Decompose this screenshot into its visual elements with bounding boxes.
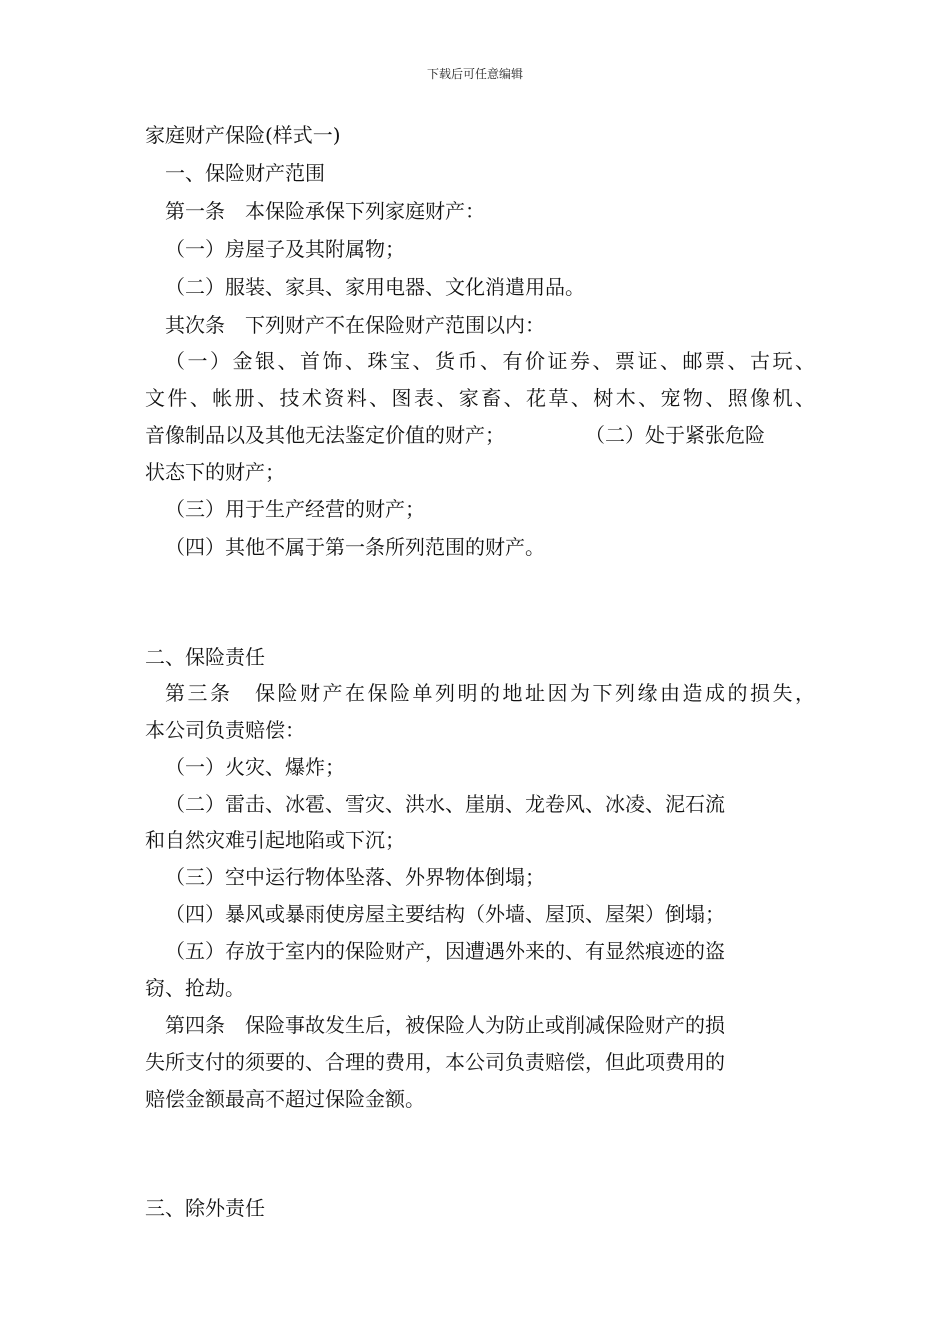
article-3-item-3: （三）空中运行物体坠落、外界物体倒塌；: [165, 865, 545, 889]
article-3-line-2: 本公司负责赔偿：: [145, 718, 305, 742]
article-2-item-1-line-1: （一）金银、首饰、珠宝、货币、有价证券、票证、邮票、古玩、: [165, 349, 815, 373]
article-2-item-1-line-2: 文件、帐册、技术资料、图表、家畜、花草、树木、宠物、照像机、: [145, 386, 815, 410]
article-4-line-2: 失所支付的须要的、合理的费用，本公司负责赔偿，但此项费用的: [145, 1050, 725, 1074]
article-1-item-2: （二）服装、家具、家用电器、文化消遣用品。: [165, 275, 585, 299]
article-2-item-1-line-3: [145, 421, 815, 449]
article-3-item-5-line-1: （五）存放于室内的保险财产，因遭遇外来的、有显然痕迹的盗: [165, 939, 725, 963]
section-heading: 二、保险责任: [145, 645, 265, 669]
article-4-line-1: 第四条 保险事故发生后，被保险人为防止或削减保险财产的损: [165, 1013, 725, 1037]
article-2-item-2-start: （二）处于紧张危险: [585, 423, 765, 447]
article-1: 第一条 本保险承保下列家庭财产：: [165, 199, 485, 223]
article-3-item-2-line-1: （二）雷击、冰雹、雪灾、洪水、崖崩、龙卷风、冰凌、泥石流: [165, 792, 725, 816]
article-2-item-2-line-2: 状态下的财产；: [145, 460, 285, 484]
section-heading: 三、除外责任: [145, 1196, 265, 1220]
article-2-item-3: （三）用于生产经营的财产；: [165, 497, 425, 521]
article-4-line-3: 赔偿金额最高不超过保险金额。: [145, 1087, 425, 1111]
section-heading: 一、保险财产范围: [165, 161, 325, 185]
document-title: 家庭财产保险(样式一): [145, 123, 341, 147]
article-2-item-4: （四）其他不属于第一条所列范围的财产。: [165, 535, 545, 559]
article-3-item-4: （四）暴风或暴雨使房屋主要结构（外墙、屋顶、屋架）倒塌；: [165, 902, 725, 926]
article-3-item-1: （一）火灾、爆炸；: [165, 755, 345, 779]
article-2: 其次条 下列财产不在保险财产范围以内：: [165, 313, 545, 337]
article-2-item-1-end: 音像制品以及其他无法鉴定价值的财产；: [145, 423, 505, 447]
article-3-item-5-line-2: 窃、抢劫。: [145, 976, 245, 1000]
article-3-item-2-line-2: 和自然灾难引起地陷或下沉；: [145, 828, 405, 852]
page-header-note: 下载后可任意编辑: [426, 67, 523, 81]
article-3-line-1: 第三条 保险财产在保险单列明的地址因为下列缘由造成的损失，: [165, 681, 815, 705]
article-1-item-1: （一）房屋子及其附属物；: [165, 237, 405, 261]
